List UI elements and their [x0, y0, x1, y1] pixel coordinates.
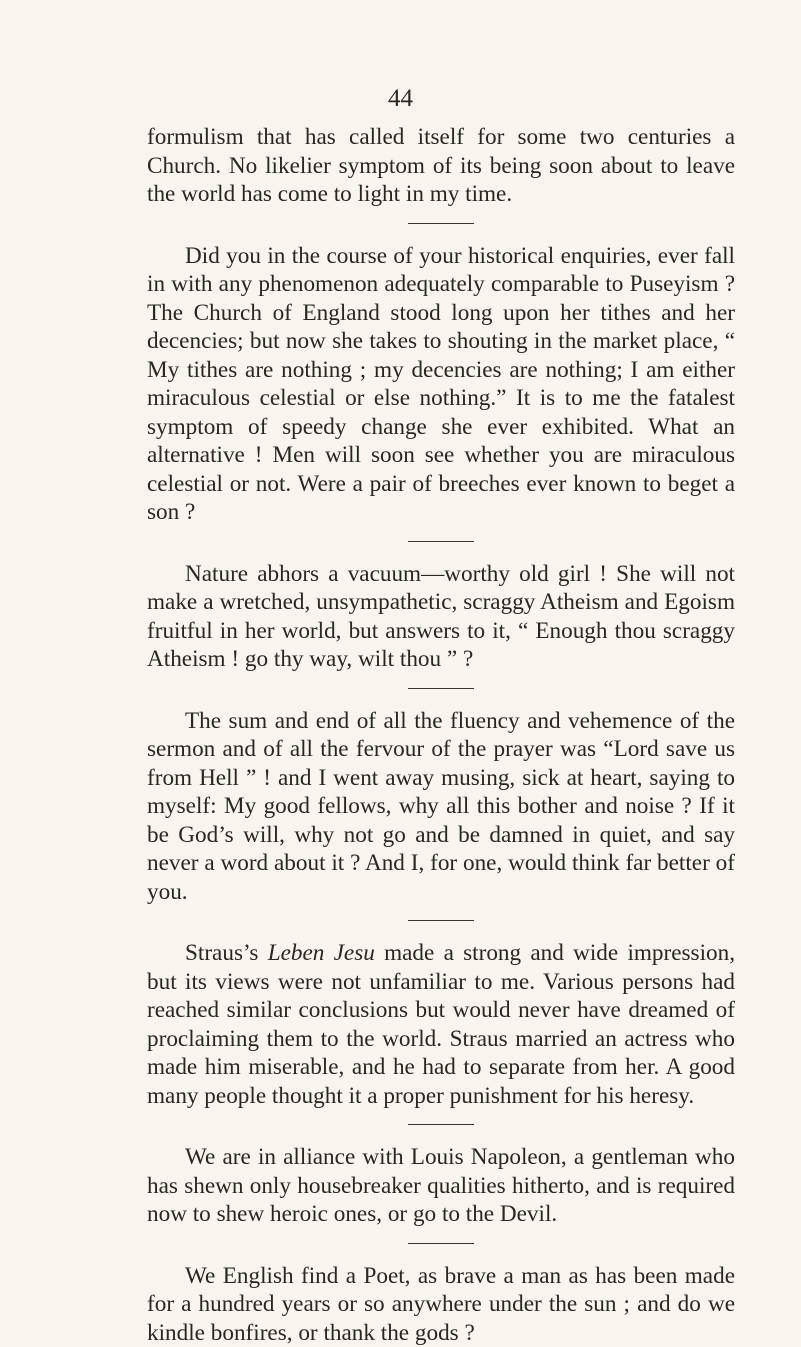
- paragraph-formulism: formulism that has called itself for some two centuries a Church. No likelier symptom of its being soon about to leave the world has come to light in my time.: [147, 123, 735, 209]
- page-number: 44: [0, 84, 801, 114]
- section-divider: [408, 223, 474, 224]
- paragraph-puseyism: Did you in the course of your historical enquiries, ever fall in with any phenomenon adequately comparable to Puseyism ? The Church of England stood long upon her tithes and her decencies; but now she takes to shouting in the market place, “ My tithes are nothing ; my decencies are nothing; I am either miraculous celestial or else nothing.” It is to me the fatalest symptom of speedy change she ever exhibited. What an alternative ! Men will soon see whether you are miraculous celestial or not. Were a pair of breeches ever known to beget a son ?: [147, 242, 735, 527]
- paragraph-poet: We English find a Poet, as brave a man as has been made for a hundred years or so anywhere under the sun ; and do we kindle bonfires, or thank the gods ?: [147, 1262, 735, 1347]
- paragraph-nature: Nature abhors a vacuum—worthy old girl ! She will not make a wretched, unsympathetic, scraggy Atheism and Egoism fruitful in her world, but answers to it, “ Enough thou scraggy Atheism ! go thy way, wilt thou ” ?: [147, 560, 735, 674]
- book-title-leben-jesu: Leben Jesu: [268, 940, 375, 966]
- paragraph-sermon: The sum and end of all the fluency and vehemence of the sermon and of all the fervour of the prayer was “Lord save us from Hell ” ! and I went away musing, sick at heart, saying to myself: My good fellows, why all this bother and noise ? If it be God’s will, why not go and be damned in quiet, and say never a word about it ? And I, for one, would think far better of you.: [147, 707, 735, 907]
- paragraph-straus: [147, 939, 735, 1110]
- section-divider: [408, 1243, 474, 1244]
- section-divider: [408, 1124, 474, 1125]
- section-divider: [408, 920, 474, 921]
- page-text: [147, 123, 735, 1347]
- section-divider: [408, 688, 474, 689]
- paragraph-napoleon: We are in alliance with Louis Napoleon, a gentleman who has shewn only housebreaker qualities hitherto, and is required now to shew heroic ones, or go to the Devil.: [147, 1143, 735, 1229]
- straus-lead-text: Straus’s: [185, 940, 268, 966]
- straus-body-text: made a strong and wide impression, but its views were not unfamiliar to me. Various persons had reached similar conclusions but would never have dreamed of proclaiming them to the world. Straus married an actress who made him miserable, and he had to separate from her. A good many people thought it a proper punishment for his heresy.: [147, 940, 735, 1109]
- section-divider: [408, 541, 474, 542]
